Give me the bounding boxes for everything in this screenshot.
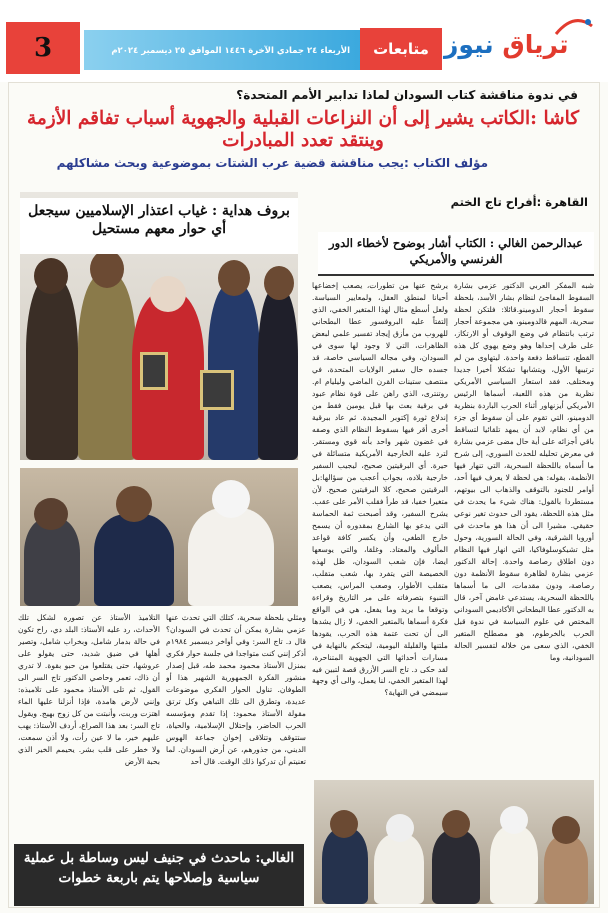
photo-person — [432, 830, 480, 904]
photo-person — [544, 836, 588, 904]
page-number: 3 — [6, 22, 80, 74]
photo-person-head — [264, 266, 294, 300]
photo-person-head — [386, 814, 414, 842]
photo-person — [258, 288, 298, 460]
article-column-1: شبه المفكر العربي الدكتور عزمي بشارة السقوط المفاجئ لنظام بشار الأسد، بلحظة سقوط أحجار الدومينو.قائلا: فلتكن لحظة سحرية، المهم قالدومينو، هي مجموعة أحجار ترتب بانتظام في وضع الوقوف أو الارتكاز، على طرف إحداها وهو وضع يهوي كل هذه القطع، تتساقط دفعة واحدة. ليتهاوى من لم ترتيبها الأول، ويتشابها تشكلا أخيرا جديدا ومختلف. فقد استعار السياسي الأمريكي نظرية من هذه اللعبة، أسماها الرئيس الأمريكي أيزنهاور أثناء الحرب الباردة بنظرية الدومينو، التي تقوم على أن سقوط أي جزء من أي نظام، لابد أن يمهد تلقائيا لتساقط باقي أجزائه على أية حال مضى عزمي بشارة في معرض تحليله للحدث السوري، إلى شرح ما أسماه باللحظة السحرية، التي تنهار فيها الأنظمة، بقوله: هي لحظة لا يعرف فيها أحد، أوامر للجنود بالتوقف والذهاب الى بيوتهم، مستطردا بالقول: هناك شيء ما يحدث في مثل هذه اللحظة، يقود الى حدوث تغير نوعي حقيقي. مشيرا الى أن هذا هو ماحدث في أوروبا الشرقية، وفي الحالة السورية، وحول مثل تشيكوسلوفاكيا، التي انهار فيها النظام دون اطلاق رصاصة واحدة. إحالة الدكتور عزمي بشارة لظاهرة سقوط الأنظمة دون رصاصة، ودون مقدمات، الى ما أسماها باللحظة السحرية، يستدعي غامض آخر، قال به الدكتور عطا البطحاني الأكاديمي السوداني المختص في علوم السياسة في ندوة قبل الحرب بالخرطوم، هو مصطلح المتغير الخفي، الذي سعى من خلاله لتفسير الحالة السودانية، وما — [454, 281, 594, 662]
logo-swoosh-icon — [554, 16, 594, 38]
logo-text — [444, 30, 568, 59]
photo-person — [78, 274, 136, 460]
photo-person — [26, 278, 78, 460]
photo-person-head — [442, 810, 470, 838]
photo-person — [490, 826, 538, 904]
photo-person — [374, 834, 424, 904]
article-kicker: في ندوة مناقشة كتاب السودان لماذا تدابير الأمم المتحدة؟ — [236, 88, 578, 102]
masthead — [0, 0, 608, 82]
photo-person-head — [552, 816, 580, 844]
award-plaque — [200, 370, 234, 410]
photo-person-head — [34, 258, 68, 294]
article-byline: القاهرة :أفراح تاج الختم — [450, 195, 588, 209]
photo-person — [188, 508, 274, 606]
photo-panel-discussion — [20, 468, 298, 606]
photo-person — [24, 518, 80, 606]
photo-person-head — [150, 276, 186, 312]
article-headline: كاشا :الكاتب يشير إلى أن النزاعات القبلية والجهوية أسباب تفاقم الأزمة وينتقد تعدد المبادرات — [26, 108, 580, 152]
photo-person-head — [218, 260, 250, 296]
photo-person — [322, 828, 368, 904]
photo-person — [94, 514, 174, 606]
article-subhead: مؤلف الكتاب :يجب مناقشة قضية عرب الشتات بموضوعية وبحث مشاكلهم — [56, 156, 488, 170]
logo-text-part1: ترياق — [502, 29, 569, 59]
photo-person-head — [330, 810, 358, 838]
issue-date: الأربعاء ٢٤ جمادي الآخرة ١٤٤٦ الموافق ٢٥ ديسمبر ٢٠٢٤م — [111, 46, 350, 56]
logo-text-part2: نيوز — [444, 29, 494, 59]
newspaper-logo — [444, 14, 594, 74]
photo1-caption: بروف هداية : غياب اعتذار الإسلاميين سيجعل أي حوار معهم مستحيل — [20, 198, 298, 254]
photo-person-head — [500, 806, 528, 834]
award-plaque — [140, 352, 168, 390]
photo-person-head — [116, 486, 152, 522]
photo-person-head — [212, 480, 250, 518]
article-column-2: يرشح عنها من تطورات، يصعب إخضاعها أحيانا لمنطق العقل، ولمعايير السياسة. ولعل أسطع مثال لهذا المتغير الخفي، الذي إلتفتاً عليه البروفسور عطا البطحاني للهروب من مأزق إيجاد تفسير علمي لبعض الظاهرات، التي لا وجود لها سوى في السودان، وفي مجاله السياسي خاصة، قد جسده حال سفير الولايات المتحدة، في منتصف ستينات القرن الماضي وليليام ام. روتنترى، الذي راهن على قوة نظام عبود في برقية بعث بها قبل يومين فقط من إندلاع ثورة إكتوبر المجيدة. ثم عاد ببرقية أخرى أقر فيها بسقوط النظام الذي وصفه في غضون شهر واحد بأنه قوي ومستقر. لترد عليه الخارجية الأمريكية متسائلة في حيرة. أي البرقيتين صحيح، ليجيب السفير خارجية بلاده، بجواب أعجب من سؤالها:بل البرقيتين صحيح، كلا البرقيتين صحيح. لأن متغيرا خفيا، قد طرأ فقلب الأمر على عقب. يشرح السفير، وقد أصبحت ثمة الحماسة التي يدعو بها الشارع بمقدوره أن يسمح خارج الطغي، وأن يكسر كافة قواعد المألوف والمعتاد. وغلقا، والتي يوسعها ايضا، فإن شعب السودان، ظل لهذه الخصيصة التي يتفرد بها، شعب متقلب، متقلب الأطوار، وصعب المراس، يصعب التنبوء بتصرفاته على مر التاريخ وقراءة وتوقعا ما يريد وما يفعل، هي في الواقع فكرة أسماها بالمتغير الخفي، لا زال يشدها الى أن تحت عتمة هذه الحرب، يقودها ملتنها والقليلة اليومية، ليتحكم بالنهاية في مسارات أحداثها التي الجهوية المتناحرة، لقد حكى د. تاج السر الأزرق قصة لتبين فيه لهذا المتغير الخفي، لنا يعمل، والى أي وجهة سيمضي في النهاية؟ — [312, 281, 448, 698]
section-subheading: عبدالرحمن الغالي : الكتاب أشار بوضوح لأخطاء الدور الفرنسي والأمريكي — [318, 232, 594, 276]
section-tab: متابعات — [360, 28, 442, 70]
bottom-banner-quote: الغالي: ماحدث في جنيف ليس وساطة بل عملية سياسية وإصلاحها يتم باربعة خطوات — [14, 844, 304, 906]
photo-audience — [314, 780, 594, 904]
article-column-3: ومثلي بلحظة سحرية، كتلك التي تحدث عنها عزمي بشارة يمكن أن تحدث في السودان؟ قال د. تاج السر: وفي أواخر ديسمبر ١٩٨٤م أذكر إنني كنت متواجدا في جلسة حوار فكري بمنزل الأستاذ محمود محمد طه، قبل إصدار منشور الفكرة الجمهورية الشهير هذا أو الطوفان. تناول الحوار الفكري موضوعات عديدة، وتطرق الى تلك التباهي وكل ترتق مقولة الأستاذ محمود: إذا تقدم ومؤسسه الحرب الحاضر، وإحتلال الإسلامية، والحياة، ستتوقف وتتلاقى إخوان جماعة الهوس الديني، من جذورهم، عن أرض السودان. لما تعنيتم أن تدركوا ذلك الوقت. قال أحد — [166, 613, 306, 766]
photo-person-head — [34, 498, 68, 530]
article-column-4: التلاميذ الأستاذ عن تصوره لشكل تلك الأحداث، رد عليه الأستاذ: البلد دي، راح تكون في حالة بدمار شامل، وبخراب شامل، وتصير أهلها في ضيق شديد، حتى يقولو على عروشها، حتى يقتلعوا من حبو بقوة. لا تدري أن ذاك، تعمر وحاصي الدكتور تاج السر الى القول، ثم تلى الأستاذ محمود على تلاميذه: وإنني لأرض هامدة، فإذا أنزلنا عليها الماء اهتزت وربت، وأنبتت من كل زوج بهيج. ويقول تاج السر: بعد هذا الصراع، أردف الأستاذ: يهب عليهم خير، ما لا عين رأت، ولا أذن سمعت، ولا خطر على قلب بشر. يحيمم الخير الذي بحبة الأرض — [18, 613, 160, 766]
photo-person-head — [90, 250, 124, 288]
photo-award-ceremony — [20, 192, 298, 460]
